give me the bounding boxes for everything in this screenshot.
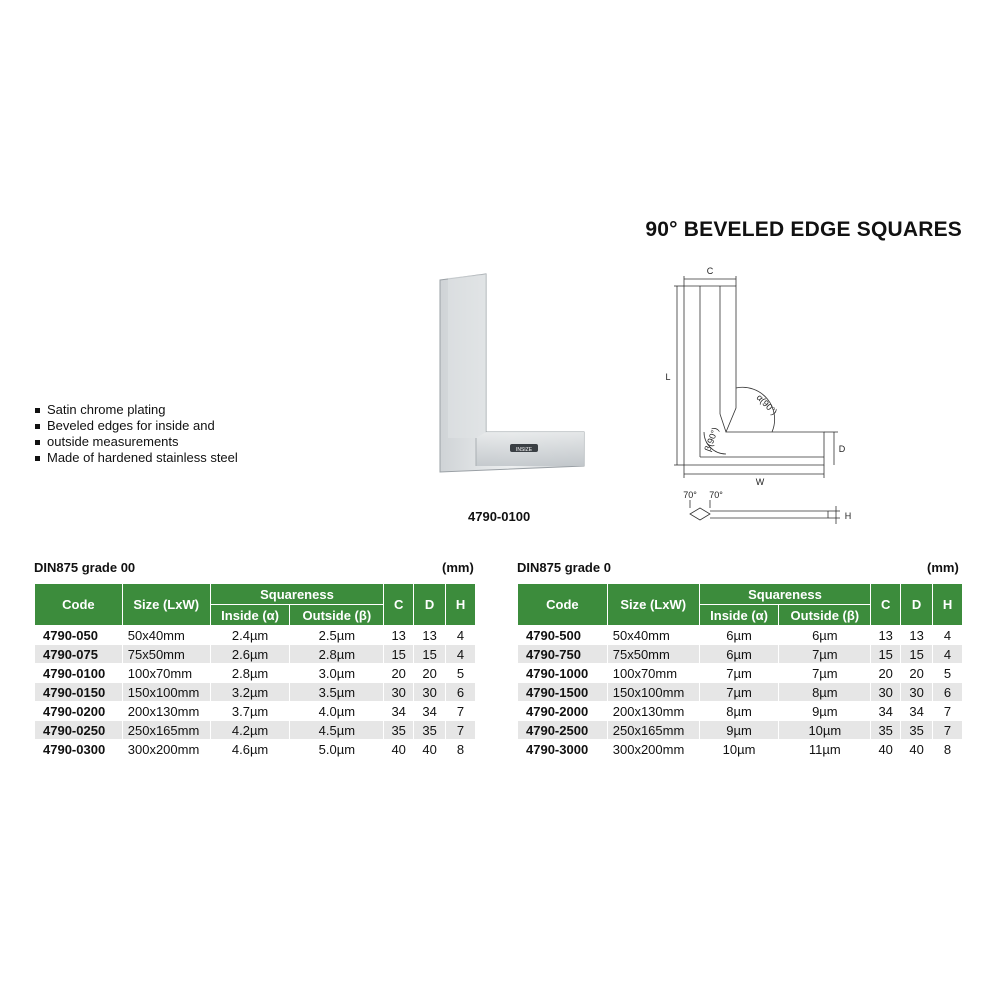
technical-drawing — [660, 262, 860, 552]
cell-inside: 8µm — [699, 702, 779, 721]
cell-h: 7 — [933, 721, 963, 740]
cell-size: 75x50mm — [607, 645, 699, 664]
header-code: Code — [35, 584, 123, 626]
cell-size: 50x40mm — [607, 626, 699, 645]
cell-size: 250x165mm — [607, 721, 699, 740]
table-row — [35, 664, 476, 683]
cell-inside: 2.8µm — [210, 664, 290, 683]
cell-outside: 8µm — [779, 683, 871, 702]
header-inside: Inside (α) — [210, 605, 290, 626]
header-outside: Outside (β) — [779, 605, 871, 626]
cell-code: 4790-2000 — [518, 702, 608, 721]
cell-d: 34 — [901, 702, 933, 721]
cell-d: 30 — [901, 683, 933, 702]
cell-code: 4790-1500 — [518, 683, 608, 702]
header-c: C — [384, 584, 414, 626]
cell-d: 13 — [414, 626, 446, 645]
table-row — [35, 626, 476, 645]
header-size: Size (LxW) — [122, 584, 210, 626]
header-outside: Outside (β) — [290, 605, 384, 626]
cell-c: 30 — [871, 683, 901, 702]
table-row — [35, 683, 476, 702]
grade-0-body — [518, 626, 963, 759]
table-row — [35, 702, 476, 721]
cell-inside: 4.2µm — [210, 721, 290, 740]
cell-code: 4790-050 — [35, 626, 123, 645]
table-row — [35, 721, 476, 740]
cell-c: 35 — [871, 721, 901, 740]
header-h: H — [446, 584, 476, 626]
page-title: 90° BEVELED EDGE SQUARES — [645, 218, 962, 241]
header-squareness: Squareness — [210, 584, 384, 605]
cell-h: 4 — [933, 645, 963, 664]
cell-h: 7 — [446, 721, 476, 740]
cell-outside: 9µm — [779, 702, 871, 721]
cell-outside: 3.0µm — [290, 664, 384, 683]
cell-size: 100x70mm — [607, 664, 699, 683]
table-row — [518, 664, 963, 683]
header-squareness: Squareness — [699, 584, 871, 605]
cell-size: 50x40mm — [122, 626, 210, 645]
cell-c: 20 — [871, 664, 901, 683]
feature-item-continuation: outside measurements — [34, 434, 238, 450]
cell-inside: 2.4µm — [210, 626, 290, 645]
cell-outside: 11µm — [779, 740, 871, 759]
cell-d: 20 — [414, 664, 446, 683]
cell-d: 34 — [414, 702, 446, 721]
dim-l-label: L — [665, 372, 671, 382]
header-size: Size (LxW) — [607, 584, 699, 626]
feature-item: Beveled edges for inside and — [34, 418, 238, 434]
cell-c: 35 — [384, 721, 414, 740]
dim-w-label: W — [755, 477, 765, 487]
cell-code: 4790-2500 — [518, 721, 608, 740]
cell-code: 4790-750 — [518, 645, 608, 664]
cell-code: 4790-0300 — [35, 740, 123, 759]
cell-code: 4790-0100 — [35, 664, 123, 683]
cell-c: 40 — [384, 740, 414, 759]
cell-outside: 4.5µm — [290, 721, 384, 740]
cell-d: 30 — [414, 683, 446, 702]
cell-size: 150x100mm — [607, 683, 699, 702]
cell-c: 34 — [384, 702, 414, 721]
cell-inside: 7µm — [699, 664, 779, 683]
cell-inside: 6µm — [699, 645, 779, 664]
cell-c: 40 — [871, 740, 901, 759]
feature-item: Made of hardened stainless steel — [34, 450, 238, 466]
cell-outside: 10µm — [779, 721, 871, 740]
cell-d: 15 — [901, 645, 933, 664]
cell-outside: 5.0µm — [290, 740, 384, 759]
cell-size: 200x130mm — [607, 702, 699, 721]
cell-code: 4790-075 — [35, 645, 123, 664]
beta-label: β(90°) — [702, 425, 721, 453]
cell-outside: 2.8µm — [290, 645, 384, 664]
table-row — [518, 721, 963, 740]
cell-h: 6 — [933, 683, 963, 702]
cell-c: 13 — [871, 626, 901, 645]
cell-h: 4 — [933, 626, 963, 645]
cell-d: 40 — [901, 740, 933, 759]
header-d: D — [901, 584, 933, 626]
svg-text:INSIZE: INSIZE — [515, 447, 533, 453]
cell-inside: 3.7µm — [210, 702, 290, 721]
cell-outside: 2.5µm — [290, 626, 384, 645]
feature-item: Satin chrome plating — [34, 402, 238, 418]
cell-code: 4790-0150 — [35, 683, 123, 702]
table-row — [518, 702, 963, 721]
table-row — [35, 740, 476, 759]
cell-d: 35 — [414, 721, 446, 740]
cell-h: 7 — [933, 702, 963, 721]
dim-c-label: C — [706, 266, 714, 276]
angle-right-label: 70° — [709, 490, 723, 500]
grade-00-unit: (mm) — [442, 560, 474, 575]
cell-code: 4790-1000 — [518, 664, 608, 683]
header-c: C — [871, 584, 901, 626]
grade-00-body — [35, 626, 476, 759]
table-row — [35, 645, 476, 664]
cell-h: 5 — [933, 664, 963, 683]
cell-outside: 4.0µm — [290, 702, 384, 721]
cell-size: 300x200mm — [607, 740, 699, 759]
cell-h: 6 — [446, 683, 476, 702]
header-code: Code — [518, 584, 608, 626]
header-d: D — [414, 584, 446, 626]
cell-inside: 2.6µm — [210, 645, 290, 664]
cell-outside: 3.5µm — [290, 683, 384, 702]
grade-0-unit: (mm) — [927, 560, 959, 575]
cell-inside: 10µm — [699, 740, 779, 759]
table-row — [518, 645, 963, 664]
cell-c: 15 — [384, 645, 414, 664]
angle-left-label: 70° — [683, 490, 697, 500]
cell-outside: 7µm — [779, 664, 871, 683]
cell-c: 20 — [384, 664, 414, 683]
cell-h: 7 — [446, 702, 476, 721]
cell-c: 13 — [384, 626, 414, 645]
table-row — [518, 683, 963, 702]
grade-00-table — [34, 583, 476, 759]
cell-c: 15 — [871, 645, 901, 664]
cell-d: 20 — [901, 664, 933, 683]
cell-outside: 6µm — [779, 626, 871, 645]
cell-h: 8 — [446, 740, 476, 759]
cell-size: 75x50mm — [122, 645, 210, 664]
cell-d: 35 — [901, 721, 933, 740]
feature-list — [34, 402, 238, 466]
cell-size: 200x130mm — [122, 702, 210, 721]
cell-inside: 7µm — [699, 683, 779, 702]
cell-h: 5 — [446, 664, 476, 683]
cell-h: 4 — [446, 645, 476, 664]
table-row — [518, 626, 963, 645]
cell-code: 4790-0200 — [35, 702, 123, 721]
cell-inside: 4.6µm — [210, 740, 290, 759]
grade-0-table — [517, 583, 963, 759]
cell-h: 4 — [446, 626, 476, 645]
cell-h: 8 — [933, 740, 963, 759]
cell-code: 4790-3000 — [518, 740, 608, 759]
dim-h-label: H — [844, 511, 852, 521]
cell-code: 4790-0250 — [35, 721, 123, 740]
alpha-label: α(90°) — [754, 392, 780, 417]
cell-inside: 9µm — [699, 721, 779, 740]
cell-inside: 6µm — [699, 626, 779, 645]
header-h: H — [933, 584, 963, 626]
photo-caption: 4790-0100 — [468, 509, 531, 524]
cell-code: 4790-500 — [518, 626, 608, 645]
cell-d: 13 — [901, 626, 933, 645]
cell-d: 15 — [414, 645, 446, 664]
header-inside: Inside (α) — [699, 605, 779, 626]
cell-d: 40 — [414, 740, 446, 759]
grade-0-heading: DIN875 grade 0 — [517, 560, 611, 575]
cell-outside: 7µm — [779, 645, 871, 664]
cell-size: 300x200mm — [122, 740, 210, 759]
cell-c: 34 — [871, 702, 901, 721]
dim-d-label: D — [838, 444, 846, 454]
table-row — [518, 740, 963, 759]
grade-00-heading: DIN875 grade 00 — [34, 560, 136, 575]
cell-c: 30 — [384, 683, 414, 702]
cell-size: 250x165mm — [122, 721, 210, 740]
cell-size: 100x70mm — [122, 664, 210, 683]
cell-inside: 3.2µm — [210, 683, 290, 702]
product-photo — [438, 272, 598, 487]
cell-size: 150x100mm — [122, 683, 210, 702]
